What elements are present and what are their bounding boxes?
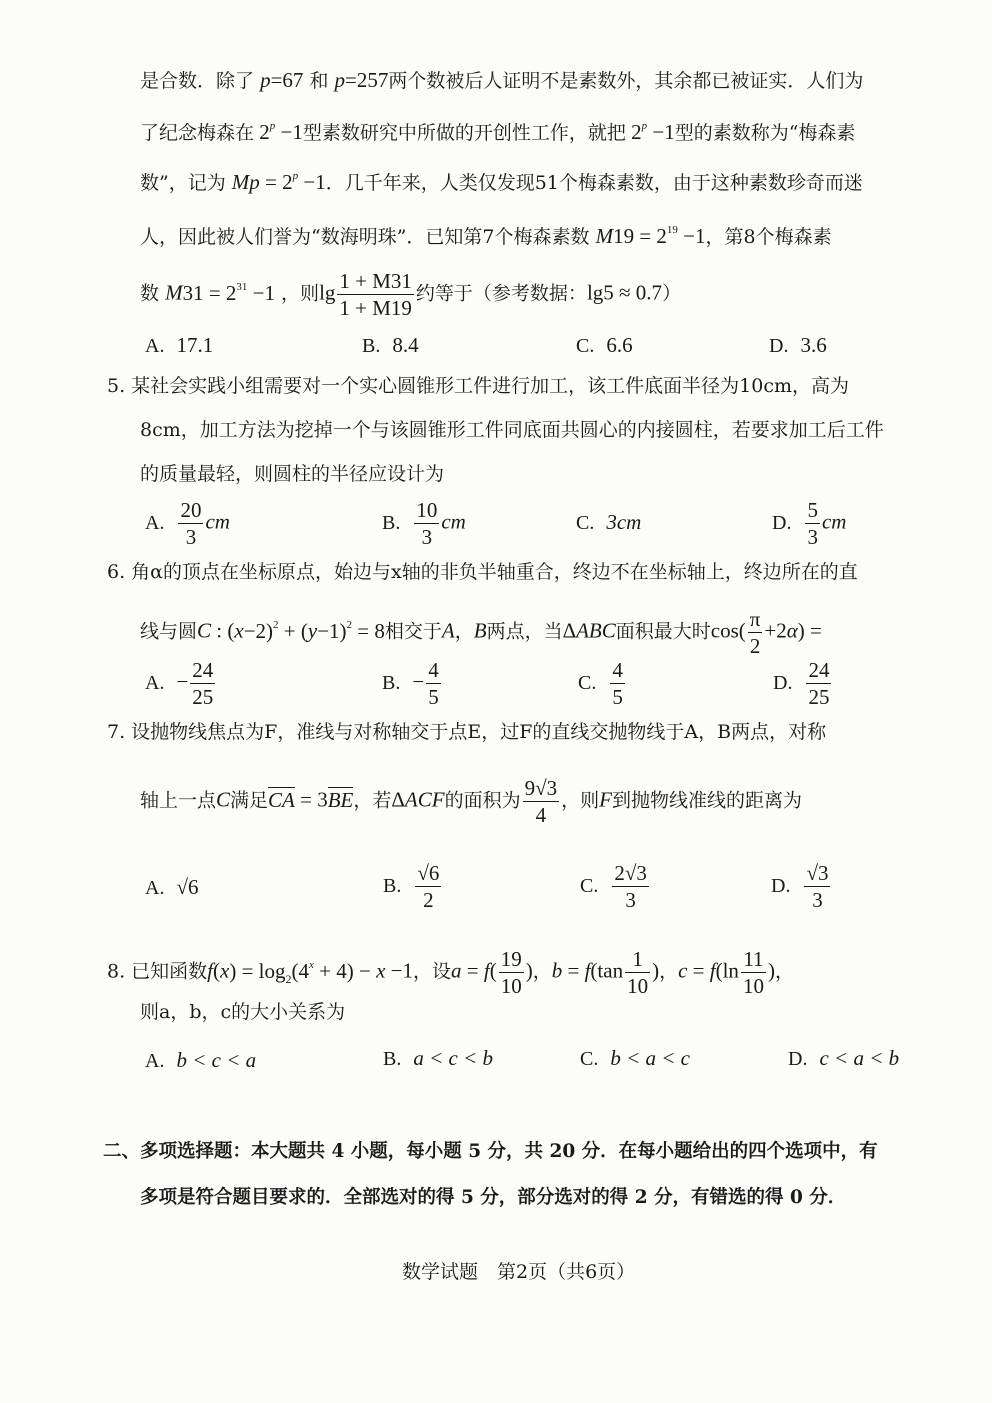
section-2-heading: 二、多项选择题：本大题共 4 小题，每小题 5 分，共 20 分．在每小题给出的四个选项中，有 bbox=[103, 1141, 878, 1162]
q6-line-2: 线与圆C : $(x-2)^2 + (y-1)^2 = 8$相交于A，B两点，当ΔABC面积最大时cos( $\frac{\pi}{2}$ +2α) = bbox=[140, 607, 822, 658]
q7-line-2: 轴上一点C满足CA = 3BE，若ΔACF的面积为 $\frac{9√3}{4}$ ，则F到抛物线准线的距离为 bbox=[140, 776, 802, 827]
q5-option-c: C. 3cm bbox=[576, 510, 642, 534]
q5-line-1: 5. 某社会实践小组需要对一个实心圆锥形工件进行加工，该工件底面半径为10cm，高为 bbox=[107, 375, 850, 397]
q6-option-a: A. − $\frac{24}{25}$ bbox=[145, 658, 214, 709]
q7-line-1: 7. 设抛物线焦点为F，准线与对称轴交于点E，过F的直线交抛物线于A，B两点，对称 bbox=[107, 721, 827, 743]
q4-line-5: 数 $M31 = 2^{31} -1$ ，则lg $\frac{1 + M31}{1 + M19}$ 约等于（参考数据：lg5 ≈ 0.7） bbox=[140, 269, 682, 320]
q7-option-b: B. $\frac{√6}{2}$ bbox=[383, 861, 440, 912]
q6-option-b: B. − $\frac{4}{5}$ bbox=[382, 658, 439, 709]
page-footer: 数学试题 第2页（共6页） bbox=[402, 1261, 636, 1283]
q4-option-b: B. 8.4 bbox=[362, 333, 419, 357]
q4-line-4: 人，因此被人们誉为“数海明珠”．已知第7个梅森素数 $M19 = 2^{19} -1$，第8个梅森素 bbox=[140, 224, 832, 248]
q5-option-a: A. $\frac{20}{3}$ cm bbox=[145, 498, 230, 549]
q7-option-c: C. $\frac{2√3}{3}$ bbox=[580, 861, 647, 912]
q8-line-2: 则a，b，c的大小关系为 bbox=[140, 1001, 346, 1023]
q8-line-1: 8. 已知函数$f(x) = \log_2(4^x + 4) - x -1$，设a = f( $\frac{19}{10}$ )，b = f(tan $\frac{1}{10}$ )，c = f(ln $\frac{11}{10}$ )， bbox=[107, 947, 794, 998]
q4-line-1: 是合数．除了 p=67 和 p=257两个数被后人证明不是素数外，其余都已被证实．人们为 bbox=[140, 68, 864, 92]
q5-option-d: D. $\frac{5}{3}$ cm bbox=[772, 498, 847, 549]
q5-line-2: 8cm，加工方法为挖掉一个与该圆锥形工件同底面共圆心的内接圆柱，若要求加工后工件 bbox=[140, 419, 884, 441]
section-2-instructions: 多项是符合题目要求的．全部选对的得 5 分，部分选对的得 2 分，有错选的得 0 分． bbox=[140, 1187, 847, 1208]
q7-option-d: D. $\frac{√3}{3}$ bbox=[771, 861, 829, 912]
q7-option-a: A. √6 bbox=[145, 875, 199, 899]
q6-option-c: C. $\frac{4}{5}$ bbox=[578, 658, 623, 709]
q4-line-2: 了纪念梅森在 $2^p -1$型素数研究中所做的开创性工作，就把 $2^p -1$型的素数称为“梅森素 bbox=[140, 120, 856, 144]
q8-option-c: C. b < a < c bbox=[580, 1046, 691, 1070]
q8-option-a: A. b < c < a bbox=[145, 1048, 257, 1072]
q5-option-b: B. $\frac{10}{3}$ cm bbox=[382, 498, 466, 549]
q4-option-d: D. 3.6 bbox=[769, 333, 827, 357]
q6-option-d: D. $\frac{24}{25}$ bbox=[773, 658, 830, 709]
q4-option-a: A. 17.1 bbox=[145, 333, 214, 357]
q8-option-d: D. c < a < b bbox=[788, 1046, 900, 1070]
q8-option-b: B. a < c < b bbox=[383, 1046, 494, 1070]
q5-line-3: 的质量最轻，则圆柱的半径应设计为 bbox=[140, 463, 445, 485]
q6-line-1: 6. 角α的顶点在坐标原点，始边与x轴的非负半轴重合，终边不在坐标轴上，终边所在的直 bbox=[107, 561, 858, 583]
q4-line-3: 数”，记为 $Mp = 2^p -1$．几千年来，人类仅发现51个梅森素数，由于这种素数珍奇而迷 bbox=[140, 170, 863, 194]
q4-option-c: C. 6.6 bbox=[576, 333, 633, 357]
q4-fraction: $\frac{1 + M31}{1 + M19}$ bbox=[339, 269, 412, 320]
